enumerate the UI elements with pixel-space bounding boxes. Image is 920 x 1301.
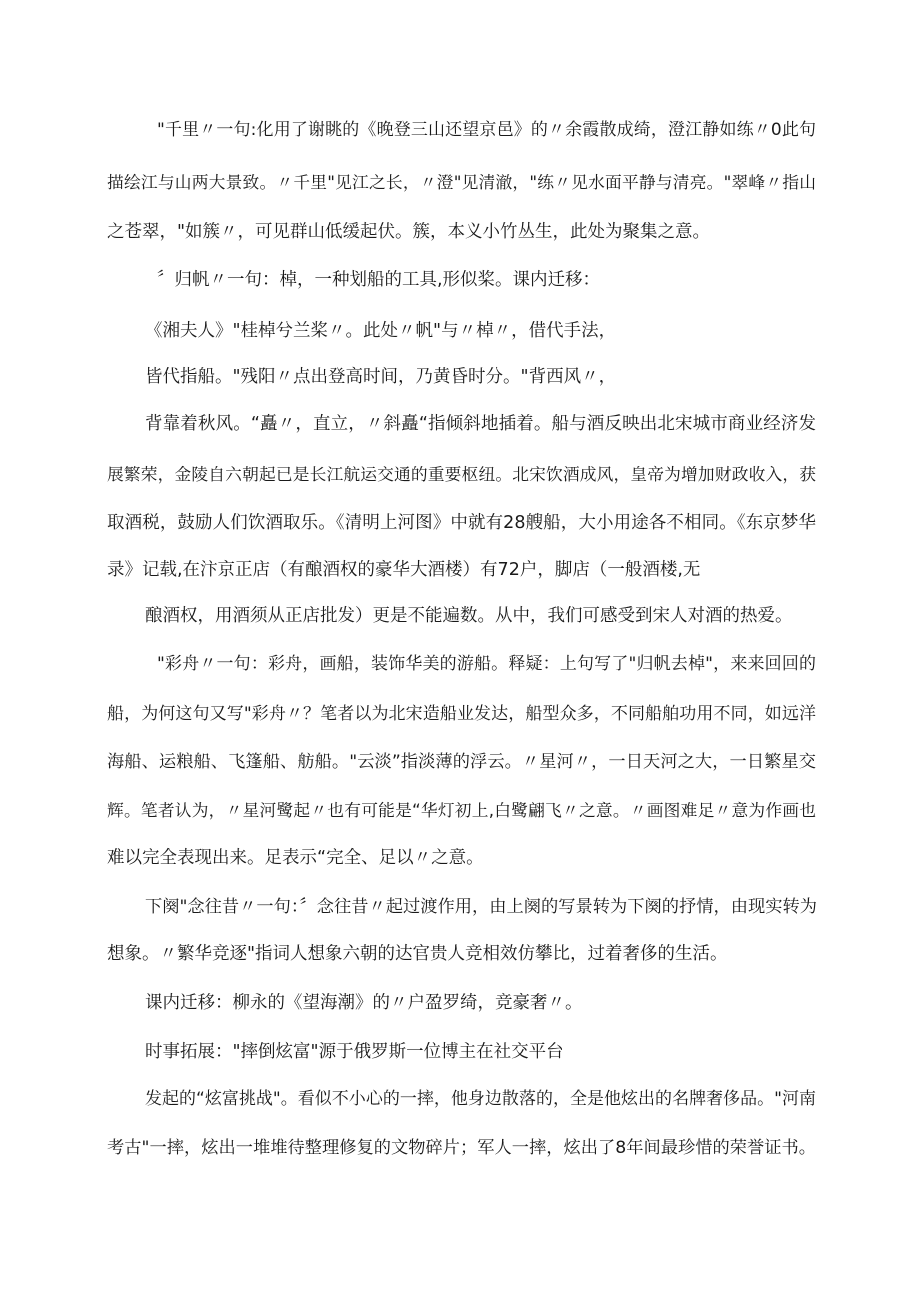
text-line-14: 海船、运粮船、飞篷船、舫船。"云淡”指淡薄的浮云。〃星河〃，一日天河之大，一日繁星交 bbox=[107, 752, 816, 772]
text-line-20: 时事拓展："摔倒炫富"源于俄罗斯一位博主在社交平台 bbox=[145, 1042, 564, 1062]
text-line-8: 展繁荣，金陵自六朝起已是长江航运交通的重要枢纽。北宋饮酒成风，皇帝为增加财政收入，获 bbox=[107, 464, 816, 484]
text-line-18: 想象。〃繁华竞逐"指词人想象六朝的达官贵人竞相效仿攀比，过着奢侈的生活。 bbox=[107, 944, 728, 964]
text-line-12: "彩舟〃一句：彩舟，画船，装饰华美的游船。释疑：上句写了"归帆去棹"，来来回回的 bbox=[157, 654, 816, 674]
text-line-5: 《湘夫人》"桂棹兮兰桨〃。此处〃帆"与〃棹〃，借代手法， bbox=[145, 321, 617, 341]
text-line-3: 之苍翠，"如簇〃，可见群山低缓起伏。簇，本义小竹丛生，此处为聚集之意。 bbox=[107, 222, 711, 242]
text-line-2: 描绘江与山两大景致。〃千里"见江之长，〃澄"见清澈，"练〃见水面平静与清亮。"翠峰〃指山 bbox=[107, 172, 816, 192]
text-line-4: 〞归帆〃一句：棹，一种划船的工具,形似桨。课内迁移： bbox=[157, 270, 601, 290]
text-line-13: 船，为何这句又写"彩舟〃？笔者以为北宋造船业发达，船型众多，不同船舶功用不同，如远洋 bbox=[107, 704, 816, 724]
text-line-6: 皆代指船。"残阳〃点出登高时间，乃黄昏时分。"背西风〃， bbox=[145, 367, 617, 387]
text-line-21: 发起的“炫富挑战"。看似不小心的一摔，他身边散落的，全是他炫出的名牌奢侈品。"河南 bbox=[145, 1089, 816, 1109]
text-line-22: 考古"一摔，炫出一堆堆待整理修复的文物碎片；军人一摔，炫出了8年间最珍惜的荣誉证书。 bbox=[107, 1138, 816, 1158]
text-line-9: 取酒税，鼓励人们饮酒取乐。《清明上河图》中就有28艘船，大小用途各不相同。《东京梦华 bbox=[107, 513, 816, 533]
text-line-19: 课内迁移：柳永的《望海潮》的〃户盈罗绮，竞豪奢〃。 bbox=[145, 993, 583, 1013]
text-line-10: 录》记载,在汴京正店（有酿酒权的豪华大酒楼）有72户，脚店（一般酒楼,无 bbox=[107, 560, 701, 580]
text-line-15: 辉。笔者认为，〃星河鹭起〃也有可能是“华灯初上,白鹭翩飞〃之意。〃画图难足〃意为作画也 bbox=[107, 800, 816, 820]
text-line-7: 背靠着秋风。“矗〃，直立，〃斜矗“指倾斜地插着。船与酒反映出北宋城市商业经济发 bbox=[145, 414, 816, 434]
text-line-17: 下阕"念往昔〃一句：〞念往昔〃起过渡作用，由上阕的写景转为下阕的抒情，由现实转为 bbox=[145, 897, 818, 917]
text-line-1: "千里〃一句:化用了谢眺的《晚登三山还望京邑》的〃余霞散成绮，澄江静如练〃0此句 bbox=[157, 120, 816, 140]
text-line-11: 酿酒权，用酒须从正店批发）更是不能遍数。从中，我们可感受到宋人对酒的热爱。 bbox=[145, 606, 793, 626]
text-line-16: 难以完全表现出来。足表示“完全、足以〃之意。 bbox=[107, 848, 484, 868]
